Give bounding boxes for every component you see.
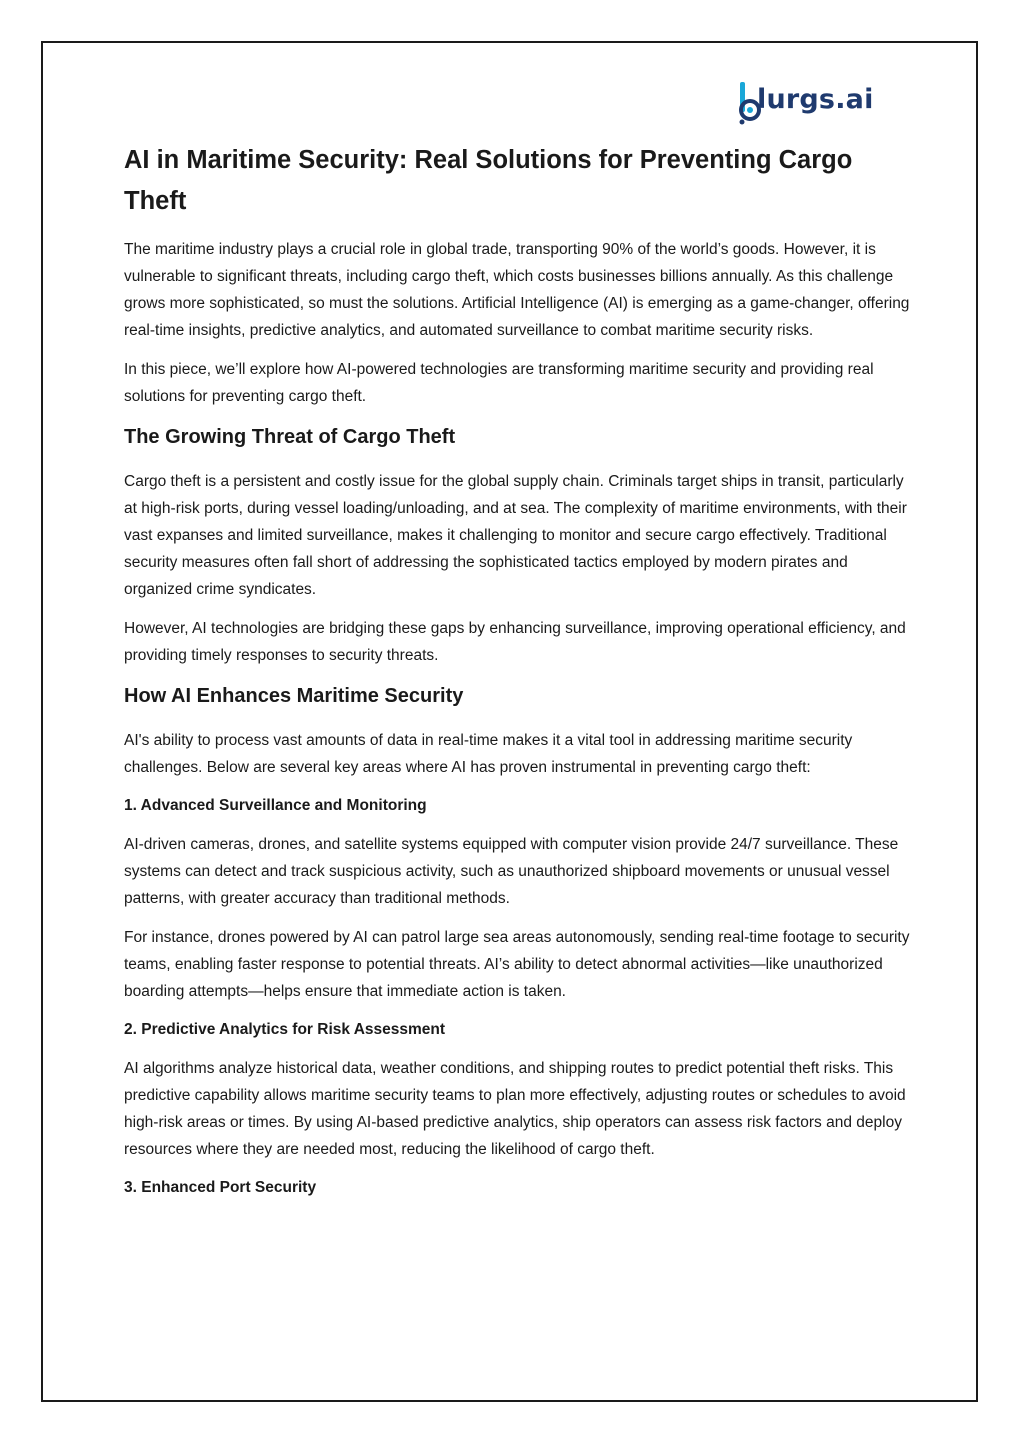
page-title: AI in Maritime Security: Real Solutions for Preventing Cargo Theft (124, 146, 853, 215)
section-heading-ai-enhances: How AI Enhances Maritime Security (124, 685, 464, 707)
section-heading-growing-threat: The Growing Threat of Cargo Theft (124, 426, 456, 448)
intro-paragraph-1: The maritime industry plays a crucial role in global trade, transporting 90% of the world’s goods. However, it is vulnerable to significant threats, including cargo theft, which costs businesses billions annually. As this challenge grows more sophisticated, so must the solutions. Artificial Intelligence (AI) is emerging as a game-changer, offering real-time insights, predictive analytics, and automated surveillance to combat maritime security risks. (124, 241, 910, 339)
predictive-paragraph-1: AI algorithms analyze historical data, weather conditions, and shipping routes to predict potential theft risks. This predictive capability allows maritime security teams to plan more effectively, adjusting routes or schedules to avoid high-risk areas or times. By using AI-based predictive analytics, ship operators can assess risk factors and deploy resources where they are needed most, reducing the likelihood of cargo theft. (124, 1060, 906, 1158)
logo-text-suffix: .ai (835, 84, 874, 115)
intro-paragraph-2: In this piece, we’ll explore how AI-powered technologies are transforming maritime security and providing real solutions for preventing cargo theft. (124, 361, 874, 405)
subheading-port-security: 3. Enhanced Port Security (124, 1179, 317, 1196)
section2-intro: AI's ability to process vast amounts of data in real-time makes it a vital tool in addressing maritime security challenges. Below are several key areas where AI has proven instrumental in preventing cargo theft: (124, 732, 853, 776)
surveillance-paragraph-1: AI-driven cameras, drones, and satellite systems equipped with computer vision provide 24/7 surveillance. These systems can detect and track suspicious activity, such as unauthorized shipboard movements or unusual vessel patterns, with greater accuracy than traditional methods. (124, 836, 899, 907)
blurgs-logo (737, 80, 877, 126)
surveillance-paragraph-2: For instance, drones powered by AI can patrol large sea areas autonomously, sending real-time footage to security teams, enabling faster response to potential threats. AI’s ability to detect abnormal activities—like unauthorized boarding attempts—helps ensure that immediate action is taken. (124, 929, 910, 1000)
logo-text-prefix: lurgs (757, 84, 836, 115)
section1-paragraph-1: Cargo theft is a persistent and costly issue for the global supply chain. Criminals target ships in transit, particularly at high-risk ports, during vessel loading/unloading, and at sea. The complexity of maritime environments, with their vast expanses and limited surveillance, makes it challenging to monitor and secure cargo effectively. Traditional security measures often fall short of addressing the sophisticated tactics employed by modern pirates and organized crime syndicates. (124, 473, 907, 598)
logo-wordmark (757, 84, 874, 116)
subheading-surveillance: 1. Advanced Surveillance and Monitoring (124, 797, 427, 814)
article (124, 140, 914, 1213)
subheading-predictive-analytics: 2. Predictive Analytics for Risk Assessment (124, 1021, 446, 1038)
section1-paragraph-2: However, AI technologies are bridging these gaps by enhancing surveillance, improving operational efficiency, and providing timely responses to security threats. (124, 620, 906, 664)
